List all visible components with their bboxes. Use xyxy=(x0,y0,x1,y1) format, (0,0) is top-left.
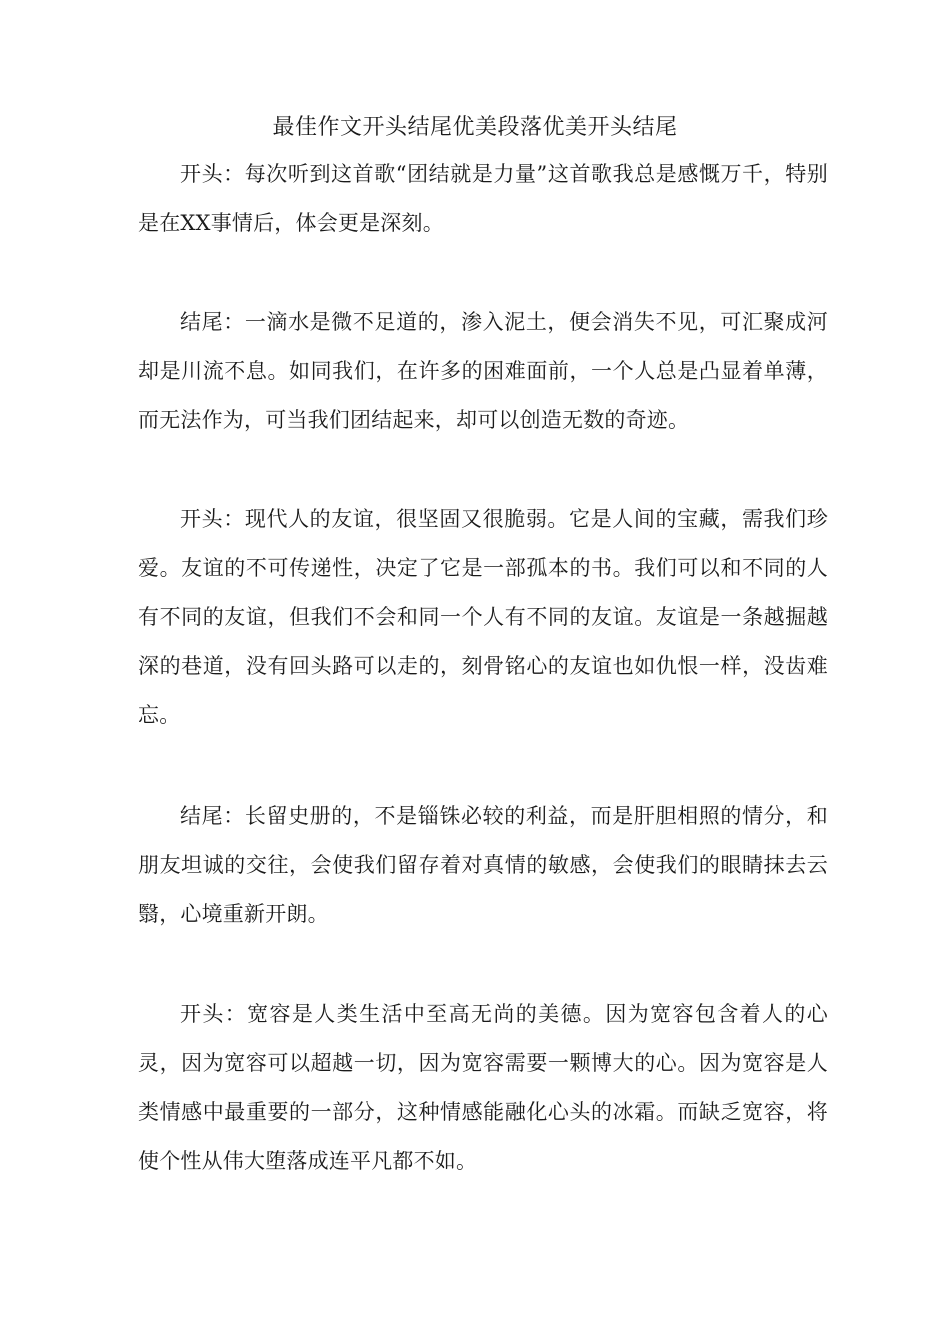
paragraph-label: 结尾： xyxy=(180,310,245,334)
paragraph-opening-2 xyxy=(138,495,828,740)
paragraph-opening-3 xyxy=(138,990,828,1186)
paragraph-label: 开头： xyxy=(180,507,245,531)
paragraph-text: 每次听到这首歌“团结就是力量”这首歌我总是感慨万千，特别是在XX事情后，体会更是深刻。 xyxy=(138,162,828,235)
paragraph-text: 现代人的友谊，很坚固又很脆弱。它是人间的宝藏，需我们珍爱。友谊的不可传递性，决定了它是一部孤本的书。我们可以和不同的人有不同的友谊，但我们不会和同一个人有不同的友谊。友谊是一条越掘越深的巷道，没有回头路可以走的，刻骨铭心的友谊也如仇恨一样，没齿难忘。 xyxy=(138,507,828,727)
paragraph-ending-1 xyxy=(138,298,828,445)
paragraph-text: 一滴水是微不足道的，渗入泥土，便会消失不见，可汇聚成河却是川流不息。如同我们，在许多的困难面前，一个人总是凸显着单薄，而无法作为，可当我们团结起来，却可以创造无数的奇迹。 xyxy=(138,310,828,432)
paragraph-label: 开头： xyxy=(180,1002,248,1026)
document-title: 最佳作文开头结尾优美段落优美开头结尾 xyxy=(272,115,678,140)
paragraph-text: 长留史册的，不是锱铢必较的利益，而是肝胆相照的情分，和朋友坦诚的交往，会使我们留存着对真情的敏感，会使我们的眼睛抹去云翳，心境重新开朗。 xyxy=(138,804,828,926)
paragraph-text: 宽容是人类生活中至高无尚的美德。因为宽容包含着人的心灵，因为宽容可以超越一切，因为宽容需要一颗博大的心。因为宽容是人类情感中最重要的一部分，这种情感能融化心头的冰霜。而缺乏宽容，将使个性从伟大堕落成连平凡都不如。 xyxy=(138,1002,828,1173)
paragraph-label: 开头： xyxy=(180,162,245,186)
paragraph-ending-2 xyxy=(138,792,828,939)
paragraph-label: 结尾： xyxy=(180,804,245,828)
paragraph-opening-1 xyxy=(138,150,828,248)
